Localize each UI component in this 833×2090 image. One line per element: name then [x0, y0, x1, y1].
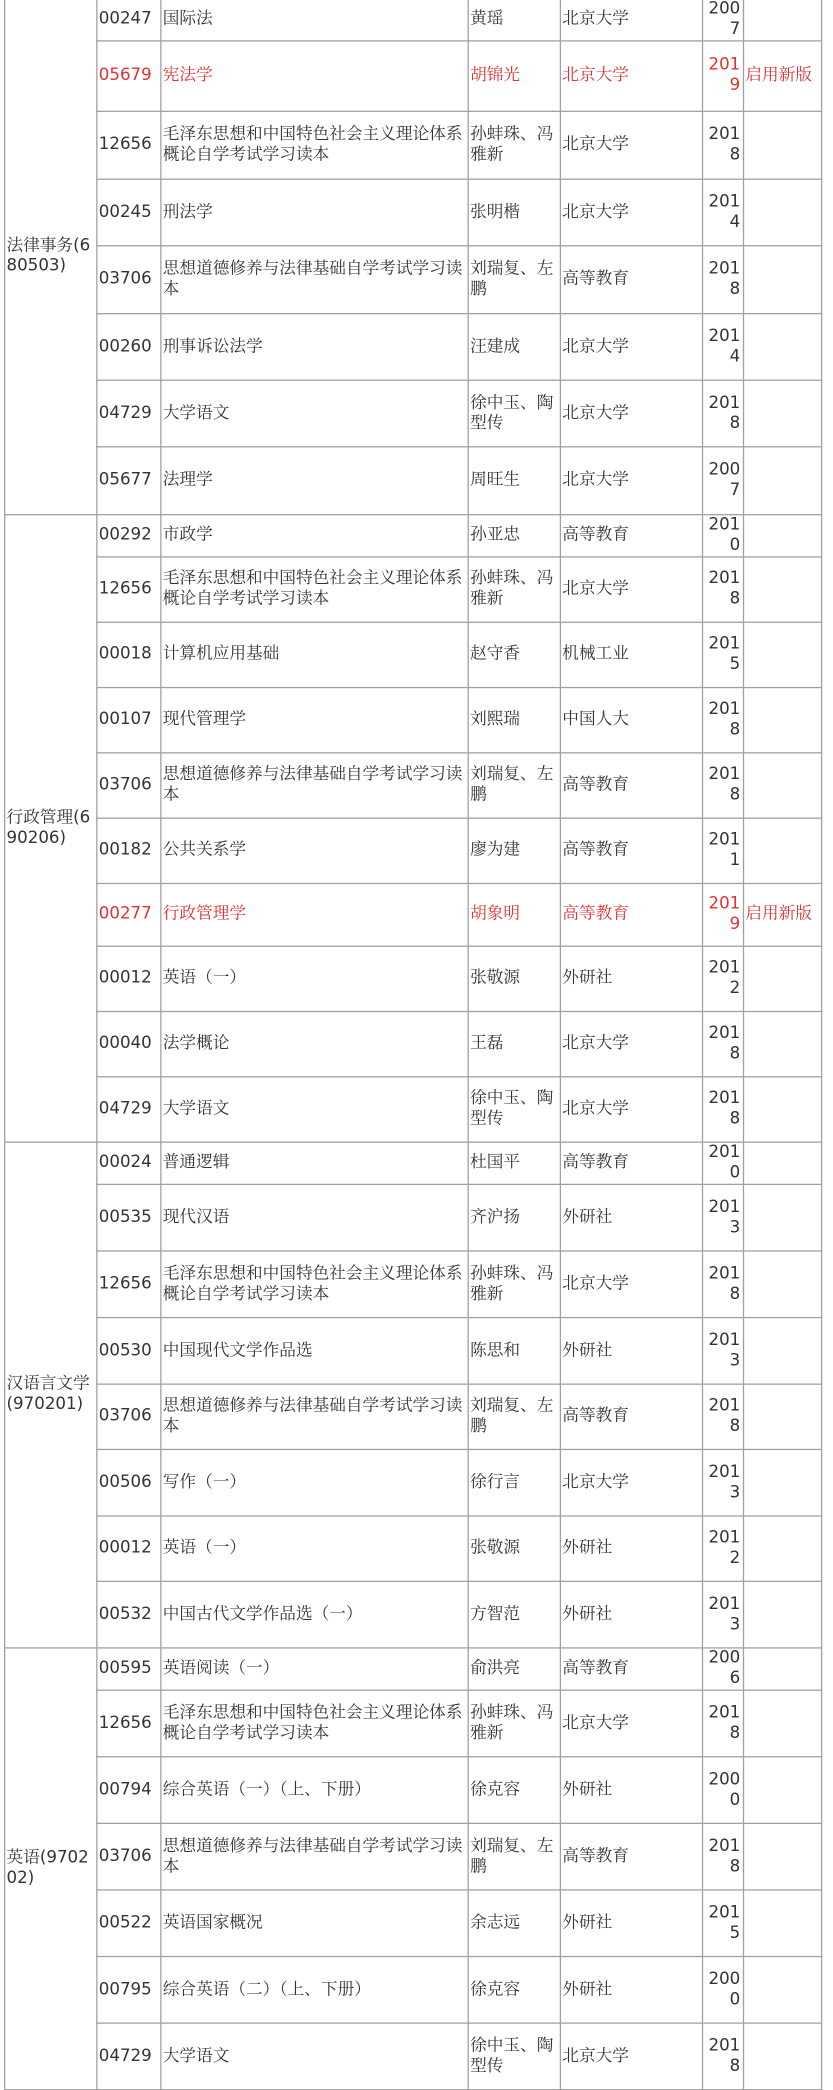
- year-cell: 2018: [703, 380, 744, 447]
- course-code-cell: 00506: [97, 1449, 161, 1516]
- note-cell: [743, 753, 821, 818]
- course-name-cell: 英语（一）: [161, 946, 468, 1011]
- author-cell: 徐中玉、陶型传: [468, 380, 560, 447]
- course-code-cell: 00107: [97, 688, 161, 753]
- course-name-cell: 毛泽东思想和中国特色社会主义理论体系概论自学考试学习读本: [161, 557, 468, 622]
- table-row: [5, 41, 822, 111]
- publisher-cell: 北京大学: [560, 0, 702, 41]
- table-row: [5, 753, 822, 818]
- course-code-cell: 12656: [97, 557, 161, 622]
- year-cell: 2019: [703, 41, 744, 111]
- publisher-cell: 北京大学: [560, 179, 702, 246]
- year-cell: 2000: [703, 1757, 744, 1824]
- major-category-cell: 汉语言文学(970201): [5, 1142, 97, 1648]
- table-row: [5, 1449, 822, 1516]
- author-cell: 刘瑞复、左鹏: [468, 753, 560, 818]
- course-name-cell: 毛泽东思想和中国特色社会主义理论体系概论自学考试学习读本: [161, 111, 468, 179]
- publisher-cell: 北京大学: [560, 1690, 702, 1757]
- note-cell: [743, 622, 821, 687]
- author-cell: 孙蚌珠、冯雅新: [468, 557, 560, 622]
- year-cell: 2012: [703, 946, 744, 1011]
- author-cell: 张敬源: [468, 946, 560, 1011]
- course-code-cell: 12656: [97, 111, 161, 179]
- course-name-cell: 刑法学: [161, 179, 468, 246]
- publisher-cell: 中国人大: [560, 688, 702, 753]
- year-cell: 2018: [703, 688, 744, 753]
- course-name-cell: 中国现代文学作品选: [161, 1318, 468, 1385]
- year-cell: 2019: [703, 883, 744, 946]
- publisher-cell: 高等教育: [560, 246, 702, 314]
- note-cell: [743, 1142, 821, 1184]
- course-code-cell: 00247: [97, 0, 161, 41]
- course-code-cell: 00277: [97, 883, 161, 946]
- course-code-cell: 12656: [97, 1690, 161, 1757]
- year-cell: 2015: [703, 622, 744, 687]
- table-row: [5, 111, 822, 179]
- year-cell: 2018: [703, 1077, 744, 1142]
- publisher-cell: 高等教育: [560, 753, 702, 818]
- note-cell: [743, 179, 821, 246]
- year-cell: 2018: [703, 1690, 744, 1757]
- publisher-cell: 外研社: [560, 1957, 702, 2024]
- table-row: [5, 1890, 822, 1957]
- author-cell: 徐行言: [468, 1449, 560, 1516]
- year-cell: 2007: [703, 447, 744, 515]
- year-cell: 2010: [703, 1142, 744, 1184]
- year-cell: 2018: [703, 1384, 744, 1449]
- course-name-cell: 宪法学: [161, 41, 468, 111]
- author-cell: 赵守香: [468, 622, 560, 687]
- course-name-cell: 毛泽东思想和中国特色社会主义理论体系概论自学考试学习读本: [161, 1690, 468, 1757]
- table-row: [5, 1142, 822, 1184]
- publisher-cell: 北京大学: [560, 314, 702, 381]
- note-cell: 启用新版: [743, 883, 821, 946]
- year-cell: 2018: [703, 557, 744, 622]
- publisher-cell: 外研社: [560, 1184, 702, 1251]
- year-cell: 2014: [703, 179, 744, 246]
- publisher-cell: 高等教育: [560, 1648, 702, 1690]
- major-category-cell: 行政管理(690206): [5, 515, 97, 1142]
- course-code-cell: 00012: [97, 1516, 161, 1581]
- note-cell: [743, 1757, 821, 1824]
- year-cell: 2018: [703, 2023, 744, 2090]
- note-cell: [743, 314, 821, 381]
- course-code-cell: 00292: [97, 515, 161, 557]
- table-row: [5, 246, 822, 314]
- course-name-cell: 计算机应用基础: [161, 622, 468, 687]
- course-name-cell: 大学语文: [161, 380, 468, 447]
- publisher-cell: 北京大学: [560, 1251, 702, 1318]
- table-row: [5, 1077, 822, 1142]
- note-cell: [743, 1012, 821, 1077]
- publisher-cell: 北京大学: [560, 111, 702, 179]
- author-cell: 齐沪扬: [468, 1184, 560, 1251]
- note-cell: [743, 1581, 821, 1648]
- course-code-cell: 00018: [97, 622, 161, 687]
- table-row: [5, 1012, 822, 1077]
- publisher-cell: 外研社: [560, 946, 702, 1011]
- publisher-cell: 外研社: [560, 1757, 702, 1824]
- course-name-cell: 英语国家概况: [161, 1890, 468, 1957]
- course-name-cell: 行政管理学: [161, 883, 468, 946]
- table-row: [5, 557, 822, 622]
- course-name-cell: 刑事诉讼法学: [161, 314, 468, 381]
- major-category-cell: 英语(970202): [5, 1648, 97, 2090]
- table-row: [5, 2023, 822, 2090]
- year-cell: 2018: [703, 246, 744, 314]
- course-code-cell: 00532: [97, 1581, 161, 1648]
- table-row: [5, 380, 822, 447]
- publisher-cell: 北京大学: [560, 1012, 702, 1077]
- publisher-cell: 北京大学: [560, 447, 702, 515]
- table-row: [5, 1384, 822, 1449]
- note-cell: [743, 380, 821, 447]
- publisher-cell: 高等教育: [560, 1142, 702, 1184]
- note-cell: [743, 1384, 821, 1449]
- table-row: [5, 622, 822, 687]
- author-cell: 俞洪亮: [468, 1648, 560, 1690]
- note-cell: [743, 946, 821, 1011]
- author-cell: 王磊: [468, 1012, 560, 1077]
- course-code-cell: 00794: [97, 1757, 161, 1824]
- publisher-cell: 高等教育: [560, 1384, 702, 1449]
- author-cell: 徐克容: [468, 1957, 560, 2024]
- author-cell: 徐克容: [468, 1757, 560, 1824]
- table-row: [5, 1184, 822, 1251]
- author-cell: 刘瑞复、左鹏: [468, 1384, 560, 1449]
- course-code-cell: 00795: [97, 1957, 161, 2024]
- table-row: [5, 447, 822, 515]
- table-row: [5, 314, 822, 381]
- publisher-cell: 北京大学: [560, 41, 702, 111]
- year-cell: 2007: [703, 0, 744, 41]
- course-name-cell: 写作（一）: [161, 1449, 468, 1516]
- note-cell: [743, 818, 821, 883]
- author-cell: 孙蚌珠、冯雅新: [468, 1690, 560, 1757]
- publisher-cell: 高等教育: [560, 818, 702, 883]
- author-cell: 刘瑞复、左鹏: [468, 246, 560, 314]
- note-cell: [743, 557, 821, 622]
- course-code-cell: 03706: [97, 1823, 161, 1890]
- course-name-cell: 法理学: [161, 447, 468, 515]
- author-cell: 陈思和: [468, 1318, 560, 1385]
- course-code-cell: 00260: [97, 314, 161, 381]
- course-code-cell: 00522: [97, 1890, 161, 1957]
- year-cell: 2018: [703, 111, 744, 179]
- course-code-cell: 00245: [97, 179, 161, 246]
- publisher-cell: 高等教育: [560, 883, 702, 946]
- publisher-cell: 高等教育: [560, 515, 702, 557]
- author-cell: 孙蚌珠、冯雅新: [468, 1251, 560, 1318]
- author-cell: 张敬源: [468, 1516, 560, 1581]
- note-cell: [743, 515, 821, 557]
- course-code-cell: 04729: [97, 1077, 161, 1142]
- course-name-cell: 现代汉语: [161, 1184, 468, 1251]
- year-cell: 2013: [703, 1318, 744, 1385]
- author-cell: 汪建成: [468, 314, 560, 381]
- note-cell: [743, 688, 821, 753]
- note-cell: [743, 1690, 821, 1757]
- author-cell: 张明楷: [468, 179, 560, 246]
- note-cell: [743, 0, 821, 41]
- year-cell: 2015: [703, 1890, 744, 1957]
- note-cell: [743, 2023, 821, 2090]
- table-row: [5, 1690, 822, 1757]
- course-name-cell: 大学语文: [161, 1077, 468, 1142]
- course-code-cell: 00040: [97, 1012, 161, 1077]
- course-code-cell: 05677: [97, 447, 161, 515]
- course-code-cell: 00595: [97, 1648, 161, 1690]
- note-cell: [743, 1823, 821, 1890]
- course-name-cell: 公共关系学: [161, 818, 468, 883]
- year-cell: 2012: [703, 1516, 744, 1581]
- note-cell: 启用新版: [743, 41, 821, 111]
- author-cell: 方智范: [468, 1581, 560, 1648]
- publisher-cell: 北京大学: [560, 1077, 702, 1142]
- author-cell: 徐中玉、陶型传: [468, 2023, 560, 2090]
- table-row: [5, 0, 822, 41]
- table-row: [5, 883, 822, 946]
- course-code-cell: 00530: [97, 1318, 161, 1385]
- author-cell: 廖为建: [468, 818, 560, 883]
- table-row: [5, 1957, 822, 2024]
- publisher-cell: 北京大学: [560, 380, 702, 447]
- year-cell: 2013: [703, 1184, 744, 1251]
- table-row: [5, 1648, 822, 1690]
- course-code-cell: 00024: [97, 1142, 161, 1184]
- course-name-cell: 思想道德修养与法律基础自学考试学习读本: [161, 246, 468, 314]
- table-row: [5, 1757, 822, 1824]
- note-cell: [743, 246, 821, 314]
- course-code-cell: 00535: [97, 1184, 161, 1251]
- table-row: [5, 515, 822, 557]
- table-row: [5, 1823, 822, 1890]
- author-cell: 周旺生: [468, 447, 560, 515]
- course-code-cell: 03706: [97, 753, 161, 818]
- note-cell: [743, 1184, 821, 1251]
- course-name-cell: 大学语文: [161, 2023, 468, 2090]
- note-cell: [743, 1251, 821, 1318]
- course-name-cell: 思想道德修养与法律基础自学考试学习读本: [161, 753, 468, 818]
- course-name-cell: 思想道德修养与法律基础自学考试学习读本: [161, 1384, 468, 1449]
- year-cell: 2018: [703, 1251, 744, 1318]
- publisher-cell: 外研社: [560, 1581, 702, 1648]
- publisher-cell: 外研社: [560, 1318, 702, 1385]
- course-name-cell: 毛泽东思想和中国特色社会主义理论体系概论自学考试学习读本: [161, 1251, 468, 1318]
- year-cell: 2011: [703, 818, 744, 883]
- note-cell: [743, 447, 821, 515]
- course-code-cell: 12656: [97, 1251, 161, 1318]
- note-cell: [743, 1449, 821, 1516]
- major-category-cell: 法律事务(680503): [5, 0, 97, 515]
- course-code-cell: 04729: [97, 380, 161, 447]
- course-name-cell: 思想道德修养与法律基础自学考试学习读本: [161, 1823, 468, 1890]
- publisher-cell: 北京大学: [560, 557, 702, 622]
- note-cell: [743, 1318, 821, 1385]
- textbook-table: [4, 0, 822, 2090]
- year-cell: 2013: [703, 1581, 744, 1648]
- author-cell: 余志远: [468, 1890, 560, 1957]
- year-cell: 2018: [703, 1823, 744, 1890]
- note-cell: [743, 1516, 821, 1581]
- table-row: [5, 818, 822, 883]
- course-name-cell: 英语阅读（一）: [161, 1648, 468, 1690]
- author-cell: 胡象明: [468, 883, 560, 946]
- year-cell: 2018: [703, 1012, 744, 1077]
- note-cell: [743, 1648, 821, 1690]
- course-name-cell: 综合英语（二）（上、下册）: [161, 1957, 468, 2024]
- course-name-cell: 普通逻辑: [161, 1142, 468, 1184]
- course-code-cell: 04729: [97, 2023, 161, 2090]
- year-cell: 2018: [703, 753, 744, 818]
- author-cell: 杜国平: [468, 1142, 560, 1184]
- year-cell: 2000: [703, 1957, 744, 2024]
- publisher-cell: 外研社: [560, 1516, 702, 1581]
- author-cell: 孙蚌珠、冯雅新: [468, 111, 560, 179]
- note-cell: [743, 111, 821, 179]
- course-name-cell: 英语（一）: [161, 1516, 468, 1581]
- course-code-cell: 00012: [97, 946, 161, 1011]
- publisher-cell: 北京大学: [560, 2023, 702, 2090]
- table-row: [5, 688, 822, 753]
- author-cell: 刘瑞复、左鹏: [468, 1823, 560, 1890]
- author-cell: 孙亚忠: [468, 515, 560, 557]
- author-cell: 胡锦光: [468, 41, 560, 111]
- table-row: [5, 179, 822, 246]
- year-cell: 2013: [703, 1449, 744, 1516]
- year-cell: 2006: [703, 1648, 744, 1690]
- table-row: [5, 1581, 822, 1648]
- table-body: [5, 0, 822, 2090]
- year-cell: 2010: [703, 515, 744, 557]
- publisher-cell: 高等教育: [560, 1823, 702, 1890]
- publisher-cell: 机械工业: [560, 622, 702, 687]
- note-cell: [743, 1890, 821, 1957]
- note-cell: [743, 1077, 821, 1142]
- publisher-cell: 北京大学: [560, 1449, 702, 1516]
- author-cell: 徐中玉、陶型传: [468, 1077, 560, 1142]
- course-name-cell: 国际法: [161, 0, 468, 41]
- course-code-cell: 05679: [97, 41, 161, 111]
- course-name-cell: 综合英语（一）（上、下册）: [161, 1757, 468, 1824]
- course-code-cell: 03706: [97, 1384, 161, 1449]
- author-cell: 刘熙瑞: [468, 688, 560, 753]
- table-row: [5, 1516, 822, 1581]
- publisher-cell: 外研社: [560, 1890, 702, 1957]
- table-row: [5, 1318, 822, 1385]
- author-cell: 黄瑶: [468, 0, 560, 41]
- course-name-cell: 现代管理学: [161, 688, 468, 753]
- year-cell: 2014: [703, 314, 744, 381]
- table-row: [5, 946, 822, 1011]
- course-code-cell: 00182: [97, 818, 161, 883]
- course-name-cell: 法学概论: [161, 1012, 468, 1077]
- course-name-cell: 中国古代文学作品选（一）: [161, 1581, 468, 1648]
- table-row: [5, 1251, 822, 1318]
- course-name-cell: 市政学: [161, 515, 468, 557]
- note-cell: [743, 1957, 821, 2024]
- course-code-cell: 03706: [97, 246, 161, 314]
